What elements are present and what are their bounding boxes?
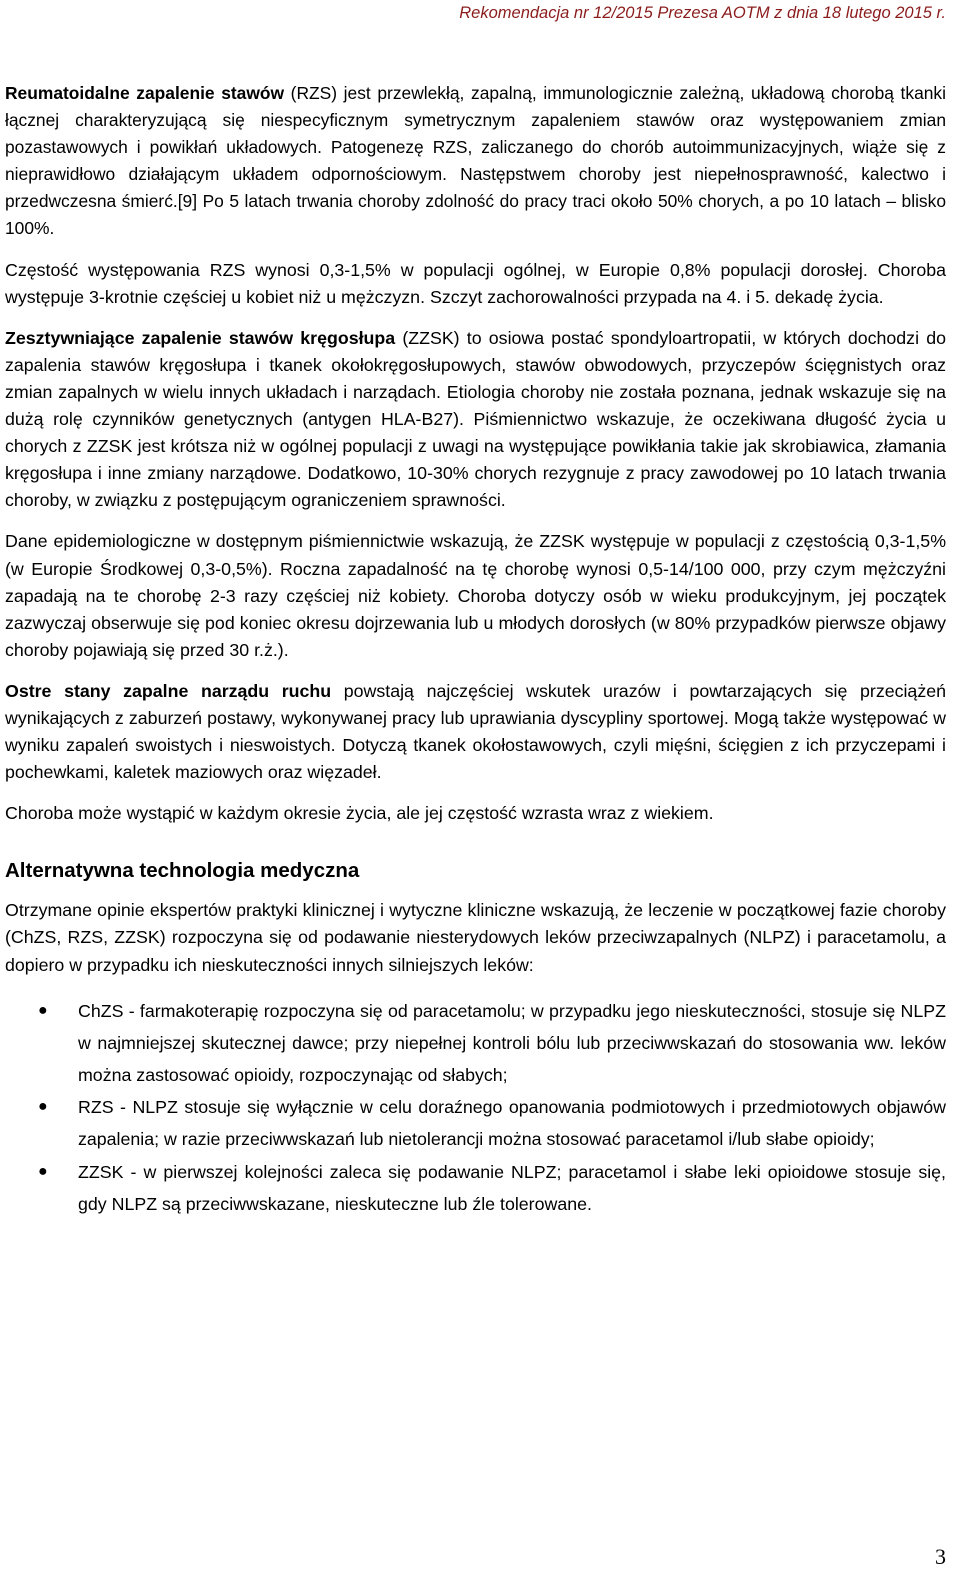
paragraph-rzs-epidemiology: Częstość występowania RZS wynosi 0,3-1,5% w populacji ogólnej, w Europie 0,8% populacji dorosłej. Choroba występuje 3-krotnie częściej u kobiet niż u mężczyzn. Szczyt zachorowalności przypada na 4. i 5. dekadę życia. [5, 259, 946, 307]
list-item-text: ZZSK - w pierwszej kolejności zaleca się podawanie NLPZ; paracetamol i słabe leki opioidowe stosuje się, gdy NLPZ są przeciwwskazane, nieskuteczne lub źle tolerowane. [78, 1161, 946, 1214]
list-item [5, 1156, 946, 1220]
list-item [5, 995, 946, 1092]
paragraph-acute-inflammation [5, 678, 946, 786]
paragraph-rzs [5, 80, 946, 243]
paragraph-zzsk-text: (ZZSK) to osiowa postać spondyloartropatii, w których dochodzi do zapalenia stawów kręgosłupa i tkanek okołokręgosłupowych, stawów obwodowych, przyczepów ścięgnistych oraz zmian zapalnych w wielu innych układach i narządach. Etiologia choroby nie została poznana, jednak wskazuje się na dużą rolę czynników genetycznych (antygen HLA-B27). Piśmiennictwo wskazuje, że oczekiwana długość życia u chorych z ZZSK jest krótsza niż w ogólnej populacji z uwagi na występujące powikłania takie jak skrobiawica, złamania kręgosłupa i inne zmiany narządowe. Dodatkowo, 10-30% chorych rezygnuje z pracy zawodowej po 10 latach trwania choroby, w związku z postępującym ograniczeniem sprawności. [5, 327, 946, 511]
section-intro: Otrzymane opinie ekspertów praktyki klinicznej i wytyczne kliniczne wskazują, że leczenie w początkowej fazie choroby (ChZS, RZS, ZZSK) rozpoczyna się od podawanie niesterydowych leków przeciwzapalnych (NLPZ) i paracetamolu, a dopiero w przypadku ich nieskuteczności innych silniejszych leków: [5, 900, 946, 975]
paragraph-age-frequency: Choroba może wystąpić w każdym okresie życia, ale jej częstość wzrasta wraz z wiekiem. [5, 803, 714, 824]
paragraph-acute-inflammation-text: powstają najczęściej wskutek urazów i powtarzających się przeciążeń wynikających z zaburzeń postawy, wykonywanej pracy lub uprawiania dyscypliny sportowej. Mogą także występować w wyniku zapaleń swoistych i nieswoistych. Dotyczą tkanek okołostawowych, czyli mięśni, ścięgien z ich przyczepami i pochewkami, kaletek maziowych oraz więzadeł. [5, 680, 946, 783]
list-item-text: RZS - NLPZ stosuje się wyłącznie w celu doraźnego opanowania podmiotowych i przedmiotowych objawów zapalenia; w razie przeciwwskazań lub nietolerancji można stosować paracetamol i/lub słabe opioidy; [78, 1097, 946, 1150]
list-item [5, 1091, 946, 1155]
paragraph-zzsk-epidemiology: Dane epidemiologiczne w dostępnym piśmiennictwie wskazują, że ZZSK występuje w populacji z częstością 0,3-1,5% (w Europie Środkowej 0,3-0,5%). Roczna zapadalność na tę chorobę wynosi 0,5-14/100 000, przy czym mężczyźni zapadają na te chorobę 2-3 razy częściej niż kobiety. Choroba dotyczy osób w wieku produkcyjnym, jej początek zazwyczaj obserwuje się pod koniec okresu dojrzewania lub u młodych dorosłych (w 80% przypadków pierwsze objawy choroby pojawiają się przed 30 r.ż.). [5, 531, 946, 660]
term-rzs: Reumatoidalne zapalenie stawów [5, 83, 285, 103]
document-body [5, 80, 946, 1220]
bullet-icon: ● [38, 1001, 48, 1019]
page-header: Rekomendacja nr 12/2015 Prezesa AOTM z dnia 18 lutego 2015 r. [459, 4, 946, 22]
term-acute-inflammation: Ostre stany zapalne narządu ruchu [5, 680, 332, 701]
page-number: 3 [935, 1544, 946, 1569]
bullet-icon: ● [38, 1098, 48, 1116]
treatment-list [5, 995, 946, 1220]
paragraph-rzs-text: (RZS) jest przewlekłą, zapalną, immunologicznie zależną, układową chorobą tkanki łącznej charakteryzującą się niespecyficznym symetrycznym zapaleniem stawów oraz występowaniem zmian pozastawowych i powikłań układowych. Patogenezę RZS, zaliczanego do chorób autoimmunizacyjnych, wiąże się z nieprawidłowo działającym układem odpornościowym. Następstwem choroby jest niepełnosprawność, kalectwo i przedwczesna śmierć.[9] Po 5 latach trwania choroby zdolność do pracy traci około 50% chorych, a po 10 latach – blisko 100%. [5, 83, 946, 239]
section-heading: Alternatywna technologia medyczna [5, 859, 360, 883]
bullet-icon: ● [38, 1162, 48, 1180]
term-zzsk: Zesztywniające zapalenie stawów kręgosłupa [5, 327, 396, 348]
paragraph-zzsk [5, 325, 946, 515]
list-item-text: ChZS - farmakoterapię rozpoczyna się od paracetamolu; w przypadku jego nieskuteczności, stosuje się NLPZ w najmniejszej skutecznej dawce; przy niepełnej kontroli bólu lub przeciwwskazań do stosowania ww. leków można zastosować opioidy, rozpoczynając od słabych; [78, 1000, 946, 1086]
